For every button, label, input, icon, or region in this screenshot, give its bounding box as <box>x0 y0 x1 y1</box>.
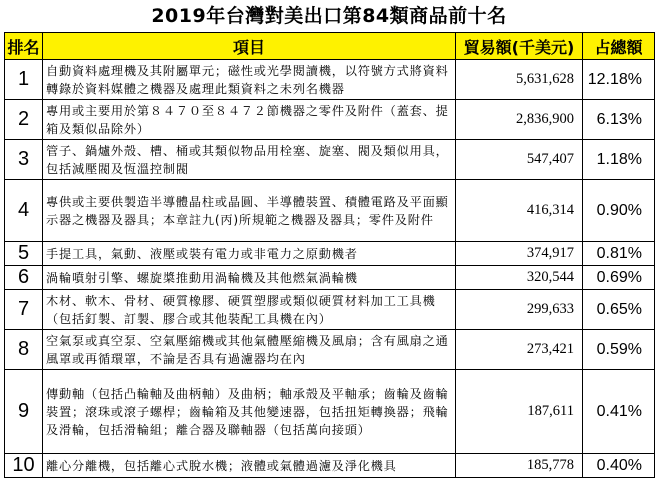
share-cell: 0.81% <box>583 242 655 266</box>
item-cell: 專用或主要用於第８４７０至８４７２節機器之零件及附件（蓋套、提箱及類似品除外） <box>43 100 456 140</box>
rank-cell: 9 <box>5 370 43 454</box>
rank-cell: 7 <box>5 290 43 330</box>
item-cell: 專供或主要供製造半導體晶柱或晶圓、半導體裝置、積體電路及平面顯示器之機器及器具；本章註九(丙)所規範之機器及器具；零件及附件 <box>43 180 456 242</box>
share-cell: 1.18% <box>583 140 655 180</box>
amount-cell: 416,314 <box>456 180 583 242</box>
table-row <box>5 242 655 266</box>
export-table <box>4 32 655 478</box>
table-row <box>5 60 655 100</box>
table-row <box>5 290 655 330</box>
rank-cell: 3 <box>5 140 43 180</box>
amount-cell: 5,631,628 <box>456 60 583 100</box>
share-cell: 0.90% <box>583 180 655 242</box>
item-cell: 自動資料處理機及其附屬單元；磁性或光學閱讀機，以符號方式將資料轉錄於資料媒體之機器及處理此類資料之未列名機器 <box>43 60 456 100</box>
amount-cell: 185,778 <box>456 454 583 478</box>
header-rank: 排名 <box>5 33 43 60</box>
item-cell: 傳動軸（包括凸輪軸及曲柄軸）及曲柄；軸承殼及平軸承；齒輪及齒輪裝置；滾珠或滾子螺桿；齒輪箱及其他變速器，包括扭矩轉換器；飛輪及滑輪，包括滑輪組；離合器及聯軸器（包括萬向接頭） <box>43 370 456 454</box>
share-cell: 12.18% <box>583 60 655 100</box>
header-amount: 貿易額(千美元) <box>456 33 583 60</box>
share-cell: 0.69% <box>583 266 655 290</box>
item-cell: 渦輪噴射引擎、螺旋槳推動用渦輪機及其他燃氣渦輪機 <box>43 266 456 290</box>
rank-cell: 4 <box>5 180 43 242</box>
share-cell: 0.40% <box>583 454 655 478</box>
amount-cell: 547,407 <box>456 140 583 180</box>
share-cell: 0.59% <box>583 330 655 370</box>
table-header-row <box>5 33 655 60</box>
item-cell: 離心分離機，包括離心式脫水機；液體或氣體過濾及淨化機具 <box>43 454 456 478</box>
rank-cell: 8 <box>5 330 43 370</box>
table-row <box>5 140 655 180</box>
rank-cell: 6 <box>5 266 43 290</box>
item-cell: 木材、軟木、骨材、硬質橡膠、硬質塑膠或類似硬質材料加工工具機（包括釘製、訂製、膠合或其他裝配工具機在內） <box>43 290 456 330</box>
rank-cell: 5 <box>5 242 43 266</box>
amount-cell: 320,544 <box>456 266 583 290</box>
table-row <box>5 266 655 290</box>
item-cell: 空氣泵或真空泵、空氣壓縮機或其他氣體壓縮機及風扇；含有風扇之通風罩或再循環罩，不論是否具有過濾器均在內 <box>43 330 456 370</box>
amount-cell: 299,633 <box>456 290 583 330</box>
share-cell: 0.41% <box>583 370 655 454</box>
rank-cell: 2 <box>5 100 43 140</box>
table-row <box>5 370 655 454</box>
table-row <box>5 100 655 140</box>
item-cell: 手提工具，氣動、液壓或裝有電力或非電力之原動機者 <box>43 242 456 266</box>
amount-cell: 2,836,900 <box>456 100 583 140</box>
page-title: 2019年台灣對美出口第84類商品前十名 <box>151 5 507 27</box>
table-row <box>5 180 655 242</box>
header-item: 項目 <box>43 33 456 60</box>
item-cell: 管子、鍋爐外殼、槽、桶或其類似物品用栓塞、旋塞、閥及類似用具，包括減壓閥及恆溫控制閥 <box>43 140 456 180</box>
share-cell: 6.13% <box>583 100 655 140</box>
table-row <box>5 330 655 370</box>
table-row <box>5 454 655 478</box>
amount-cell: 273,421 <box>456 330 583 370</box>
rank-cell: 10 <box>5 454 43 478</box>
rank-cell: 1 <box>5 60 43 100</box>
amount-cell: 187,611 <box>456 370 583 454</box>
amount-cell: 374,917 <box>456 242 583 266</box>
header-share: 占總額 <box>583 33 655 60</box>
share-cell: 0.65% <box>583 290 655 330</box>
